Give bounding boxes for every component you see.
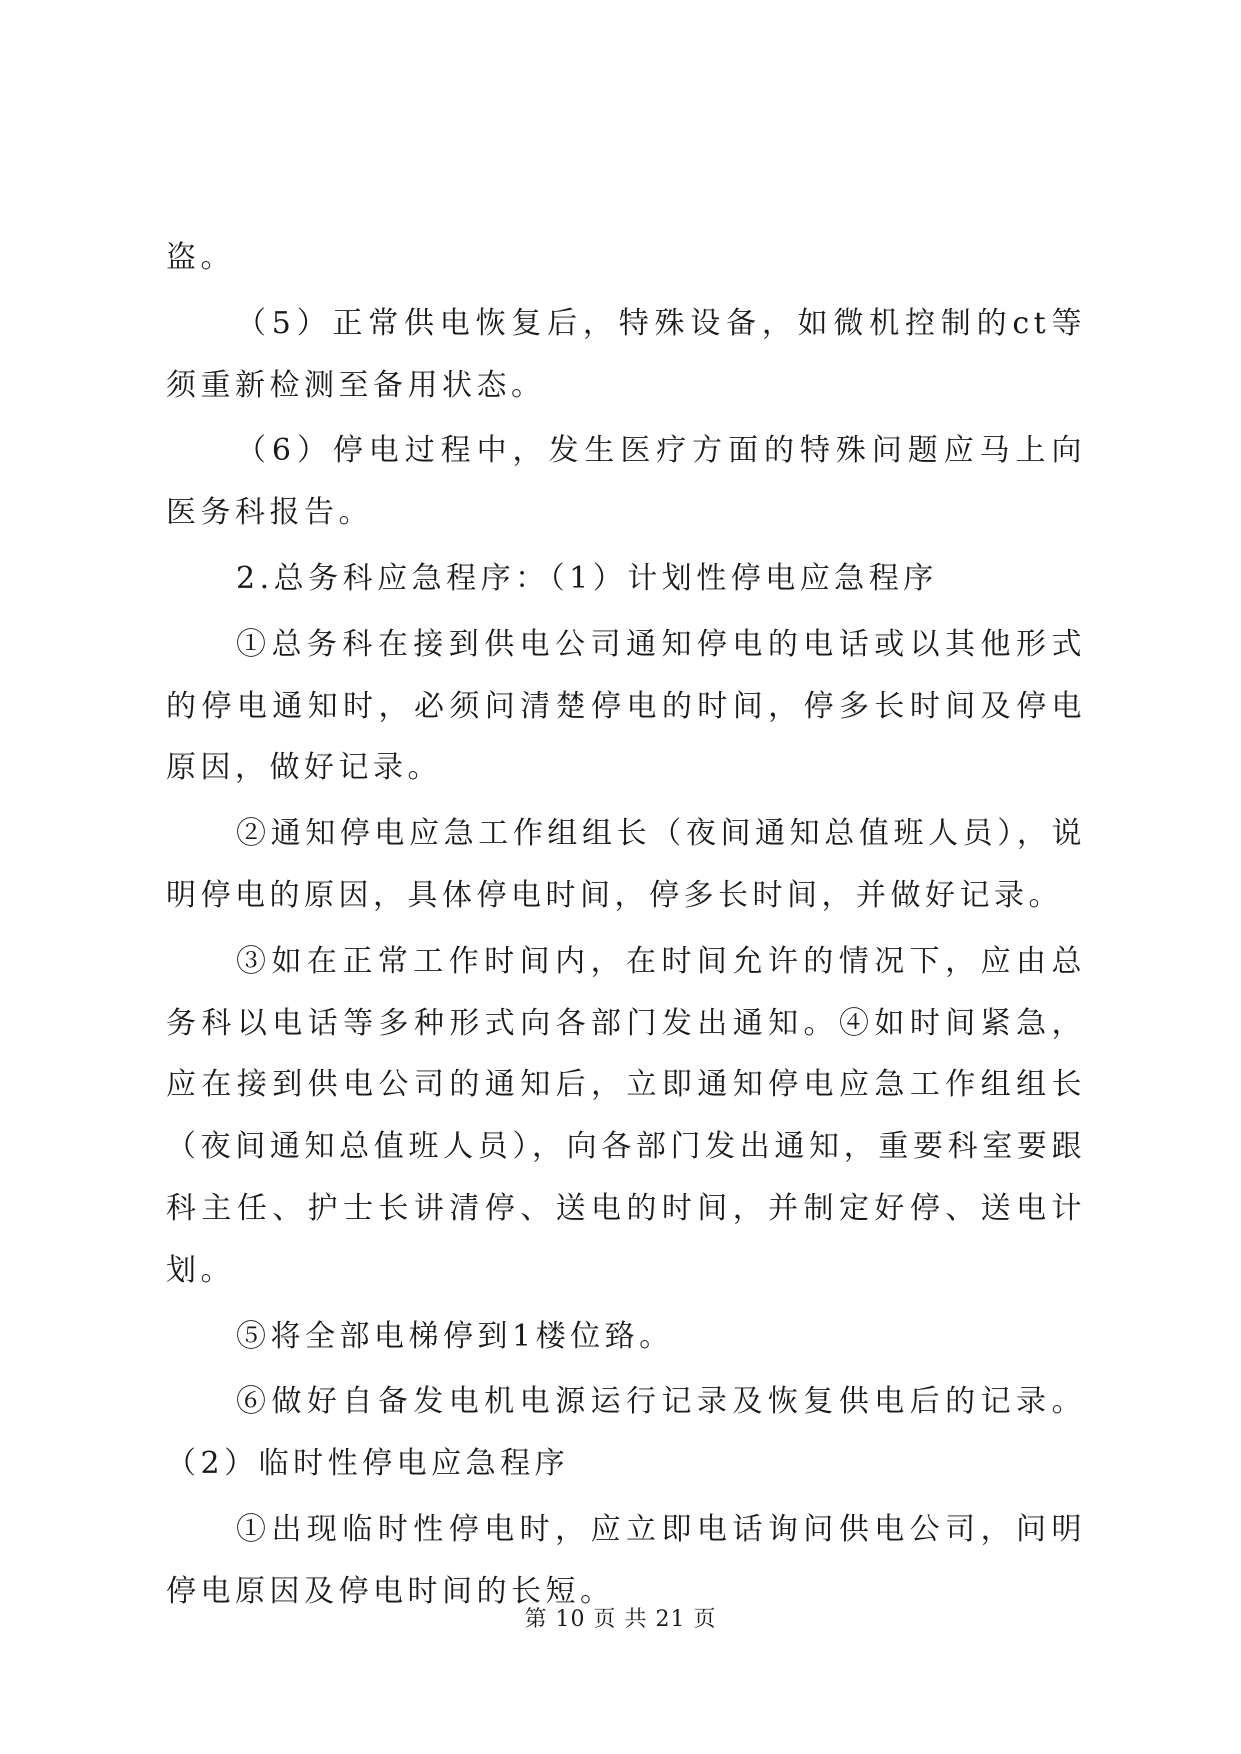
page-footer: 第 10 页 共 21 页 — [524, 1607, 717, 1632]
paragraph-8: ⑤将全部电梯停到1楼位臵。 — [236, 1318, 674, 1354]
paragraph-3: （6）停电过程中，发生医疗方面的特殊问题应马上向医务科报告。 — [166, 433, 1086, 531]
paragraph-7: ③如在正常工作时间内，在时间允许的情况下，应由总务科以电话等多种形式向各部门发出通知。④如时间紧急，应在接到供电公司的通知后，立即通知停电应急工作组组长（夜间通知总值班人员），向各部门发出通知，重要科室要跟科主任、护士长讲清停、送电的时间，并制定好停、送电计划。 — [166, 943, 1086, 1288]
paragraph-10: ①出现临时性停电时，应立即电话询问供电公司，问明停电原因及停电时间的长短。 — [166, 1511, 1086, 1609]
paragraph-5: ①总务科在接到供电公司通知停电的电话或以其他形式的停电通知时，必须问清楚停电的时间，停多长时间及停电原因，做好记录。 — [166, 626, 1086, 786]
body-text — [166, 227, 1086, 1627]
paragraph-6: ②通知停电应急工作组组长（夜间通知总值班人员），说明停电的原因，具体停电时间，停多长时间，并做好记录。 — [166, 816, 1086, 913]
paragraph-1: 盗。 — [166, 240, 235, 275]
paragraph-9: ⑥做好自备发电机电源运行记录及恢复供电后的记录。（2）临时性停电应急程序 — [166, 1384, 1086, 1482]
paragraph-4: 2.总务科应急程序：（1）计划性停电应急程序 — [236, 560, 938, 596]
paragraph-2: （5）正常供电恢复后，特殊设备，如微机控制的ct等须重新检测至备用状态。 — [166, 305, 1086, 403]
